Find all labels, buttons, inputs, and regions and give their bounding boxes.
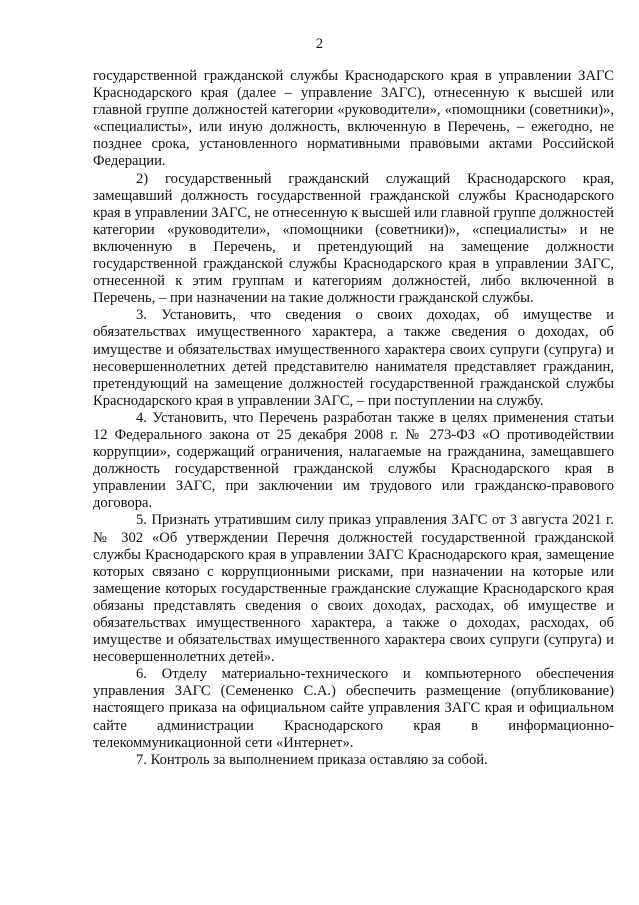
paragraph-item-2: 2) государственный гражданский служащий Краснодарского края, замещавший должность государственной гражданской службы Краснодарского края в управлении ЗАГС, не отнесенную к высшей или главной группе должностей категории «руководители», «помощники (советники)», «специалисты» и не включенную в Перечень, и претендующий на замещение должности государственной гражданской службы Краснодарского края в управлении ЗАГС, отнесенной к этим группам и категориям должностей, либо включенной в Перечень, – при назначении на такие должности гражданской службы. <box>93 170 614 307</box>
document-body <box>93 68 614 769</box>
paragraph-item-6: 6. Отделу материально-технического и компьютерного обеспечения управления ЗАГС (Семененко С.А.) обеспечить размещение (опубликование) настоящего приказа на официальном сайте управления ЗАГС края и официальном сайте администрации Краснодарского края в информационно-телекоммуникационной сети «Интернет». <box>93 666 614 751</box>
page-number: 2 <box>315 36 324 52</box>
paragraph-item-7: 7. Контроль за выполнением приказа оставляю за собой. <box>136 751 488 768</box>
paragraph-item-5: 5. Признать утратившим силу приказ управления ЗАГС от 3 августа 2021 г. № 302 «Об утверждении Перечня должностей государственной гражданской службы Краснодарского края в управлении ЗАГС Краснодарского края, замещение которых связано с коррупционными рисками, при назначении на которые или замещение которых государственные гражданские служащие Краснодарского края обязаны представлять сведения о своих доходах, расходах, об имуществе и обязательствах имущественного характера, а также о доходах, расходах, об имуществе и обязательствах имущественного характера своих супруги (супруга) и несовершеннолетних детей». <box>93 512 614 666</box>
paragraph-item-4: 4. Установить, что Перечень разработан также в целях применения статьи 12 Федерального закона от 25 декабря 2008 г. № 273-ФЗ «О противодействии коррупции», содержащий ограничения, налагаемые на гражданина, замещавшего должность государственной гражданской службы Краснодарского края в управлении ЗАГС, при заключении им трудового или гражданско-правового договора. <box>93 409 614 512</box>
paragraph-item-3: 3. Установить, что сведения о своих доходах, об имуществе и обязательствах имущественного характера, а также сведения о доходах, об имуществе и обязательствах имущественного характера своих супруги (супруга) и несовершеннолетних детей представителю нанимателя представляет гражданин, претендующий на замещение должностей государственной гражданской службы Краснодарского края в управлении ЗАГС, – при поступлении на службу. <box>93 307 614 409</box>
paragraph-continuation: государственной гражданской службы Краснодарского края в управлении ЗАГС Краснодарского края (далее – управление ЗАГС), отнесенную к высшей или главной группе должностей категории «руководители», «помощники (советники)», «специалисты», или иную должность, включенную в Перечень, – ежегодно, не позднее срока, установленного нормативными правовыми актами Российской Федерации. <box>93 68 614 170</box>
